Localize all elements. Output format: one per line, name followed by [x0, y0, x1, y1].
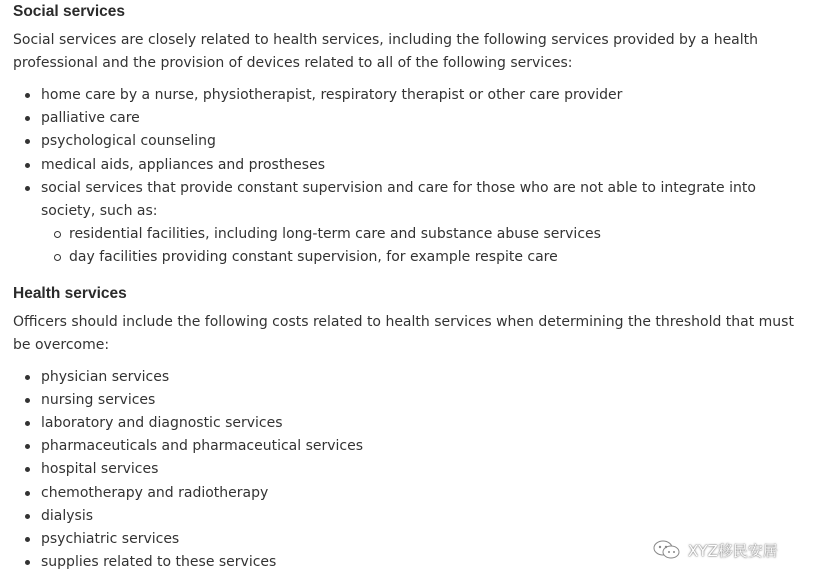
list-item: dialysis — [41, 505, 813, 528]
article-content — [13, 0, 813, 574]
list-item: laboratory and diagnostic services — [41, 412, 813, 435]
list-item: psychological counseling — [41, 130, 813, 153]
list-item-text: social services that provide constant supervision and care for those who are not able to integrate into society, such as: — [41, 179, 756, 220]
list-item: pharmaceuticals and pharmaceutical services — [41, 435, 813, 458]
health-services-intro: Officers should include the following costs related to health services when determining the threshold that must be overcome: — [13, 313, 794, 353]
list-item: home care by a nurse, physiotherapist, respiratory therapist or other care provider — [41, 84, 813, 107]
social-services-list — [13, 84, 813, 270]
watermark-text: XYZ移民安居 — [688, 541, 778, 560]
social-services-heading: Social services — [13, 3, 126, 20]
list-item: chemotherapy and radiotherapy — [41, 482, 813, 505]
list-item: psychiatric services — [41, 528, 813, 551]
watermark — [652, 540, 778, 560]
list-item: medical aids, appliances and prostheses — [41, 154, 813, 177]
social-services-sublist — [41, 223, 813, 269]
list-item: physician services — [41, 366, 813, 389]
sublist-item: day facilities providing constant supervision, for example respite care — [69, 246, 813, 269]
list-item: nursing services — [41, 389, 813, 412]
list-item: palliative care — [41, 107, 813, 130]
sublist-item: residential facilities, including long-term care and substance abuse services — [69, 223, 813, 246]
list-item: hospital services — [41, 458, 813, 481]
wechat-icon — [652, 540, 682, 560]
list-item: supplies related to these services — [41, 551, 813, 574]
health-services-heading: Health services — [13, 284, 127, 302]
social-services-intro: Social services are closely related to health services, including the following services provided by a health professional and the provision of devices related to all of the following services: — [13, 32, 759, 71]
list-item-with-sublist — [41, 177, 813, 270]
